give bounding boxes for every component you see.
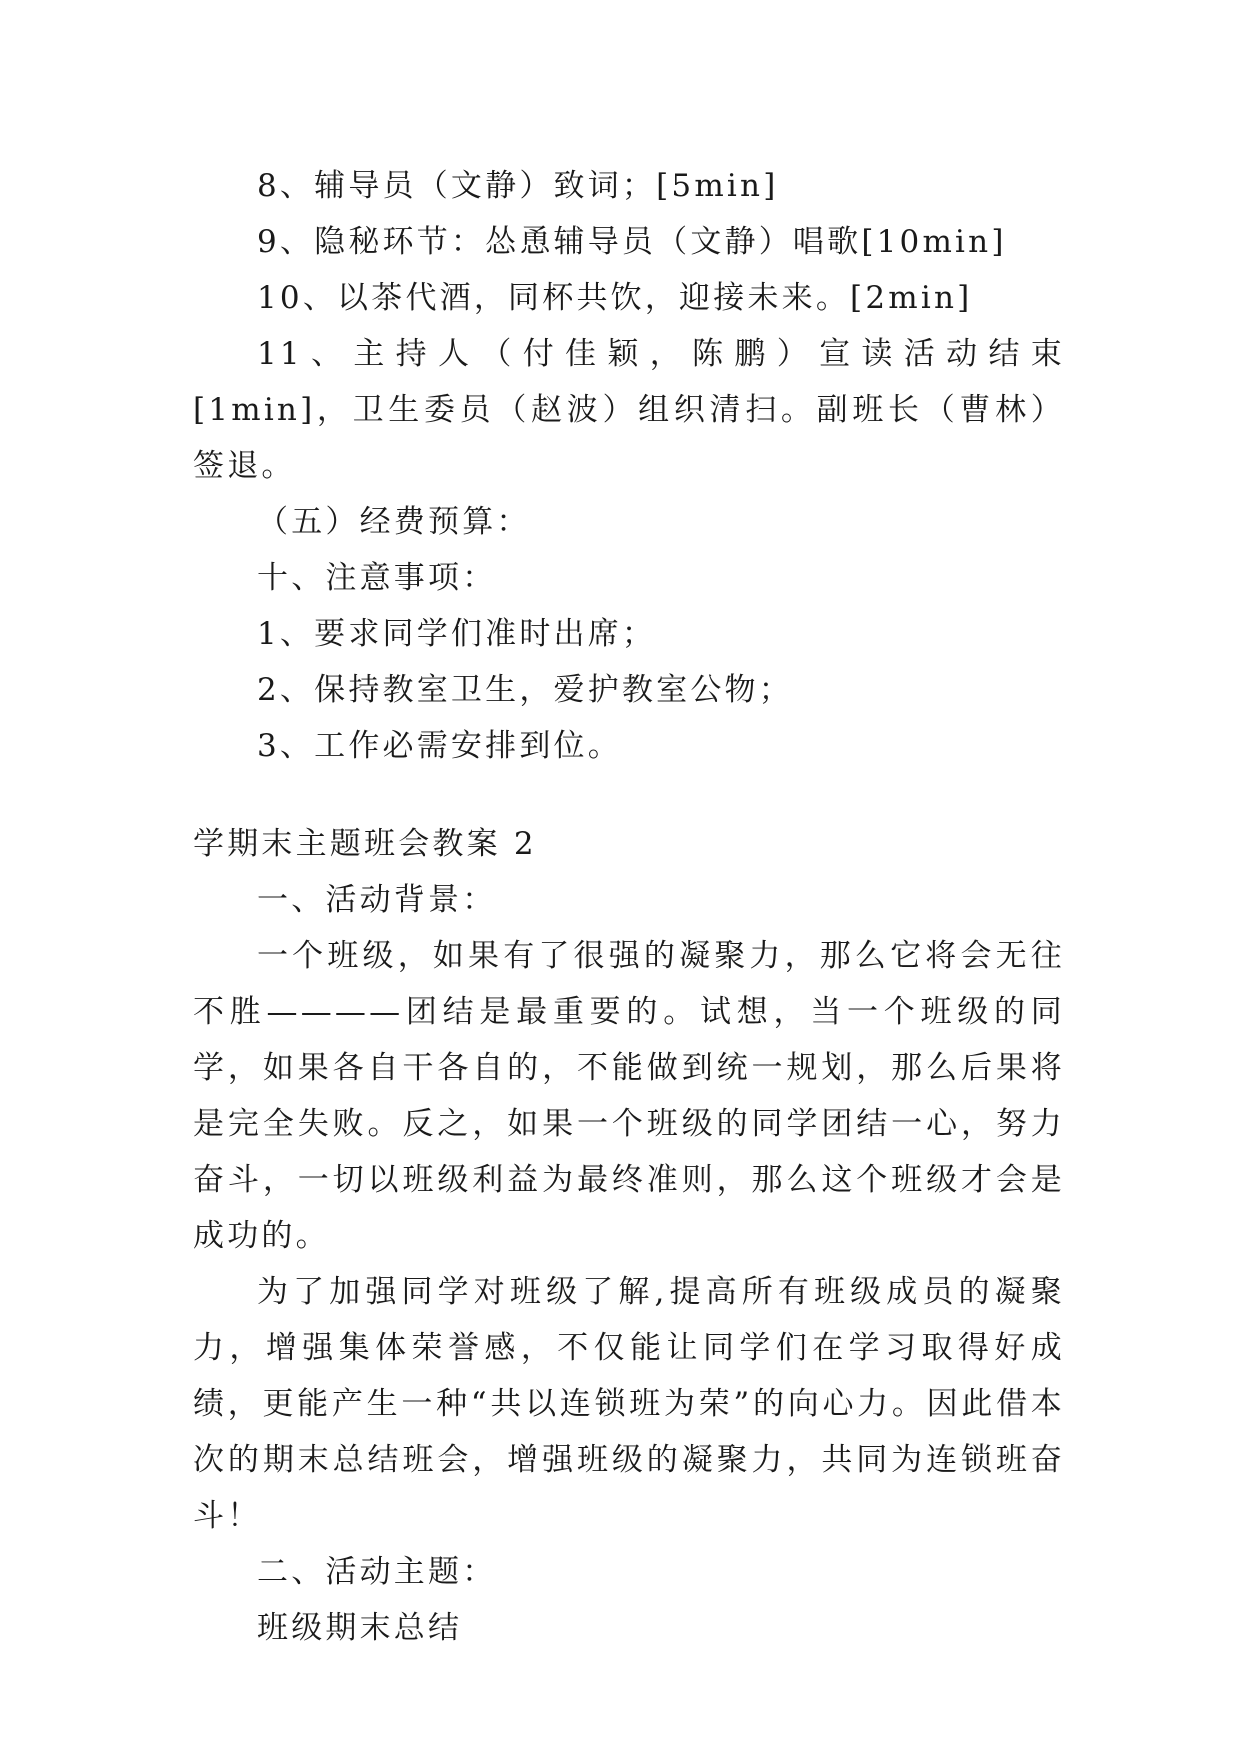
agenda-item-8: 8、辅导员（文静）致词；[5min] [257, 168, 779, 204]
note-item-1: 1、要求同学们准时出席； [257, 616, 657, 652]
agenda-item-9: 9、隐秘环节：怂恿辅导员（文静）唱歌[10min] [257, 224, 1007, 260]
notes-heading: 十、注意事项： [257, 560, 497, 596]
document-body [193, 158, 1065, 1656]
theme-text: 班级期末总结 [257, 1610, 463, 1646]
budget-heading: （五）经费预算： [257, 504, 531, 540]
background-paragraph-1: 一个班级，如果有了很强的凝聚力，那么它将会无往不胜————团结是最重要的。试想，当一个班级的同学，如果各自干各自的，不能做到统一规划，那么后果将是完全失败。反之，如果一个班级的同学团结一心，努力奋斗，一切以班级利益为最终准则，那么这个班级才会是成功的。 [193, 938, 1065, 1254]
note-item-2: 2、保持教室卫生，爱护教室公物； [257, 672, 793, 708]
background-paragraph-2: 为了加强同学对班级了解,提高所有班级成员的凝聚力，增强集体荣誉感，不仅能让同学们在学习取得好成绩，更能产生一种“共以连锁班为荣”的向心力。因此借本次的期末总结班会，增强班级的凝聚力，共同为连锁班奋斗！ [193, 1274, 1065, 1534]
theme-heading: 二、活动主题： [257, 1554, 497, 1590]
note-item-3: 3、工作必需安排到位。 [257, 728, 622, 764]
section-title: 学期末主题班会教案 2 [193, 826, 537, 862]
agenda-item-11: 11、主持人（付佳颖，陈鹏）宣读活动结束[1min]，卫生委员（赵波）组织清扫。副班长（曹林）签退。 [193, 336, 1065, 484]
background-heading: 一、活动背景： [257, 882, 497, 918]
agenda-item-10: 10、以茶代酒，同杯共饮，迎接未来。[2min] [257, 280, 973, 316]
